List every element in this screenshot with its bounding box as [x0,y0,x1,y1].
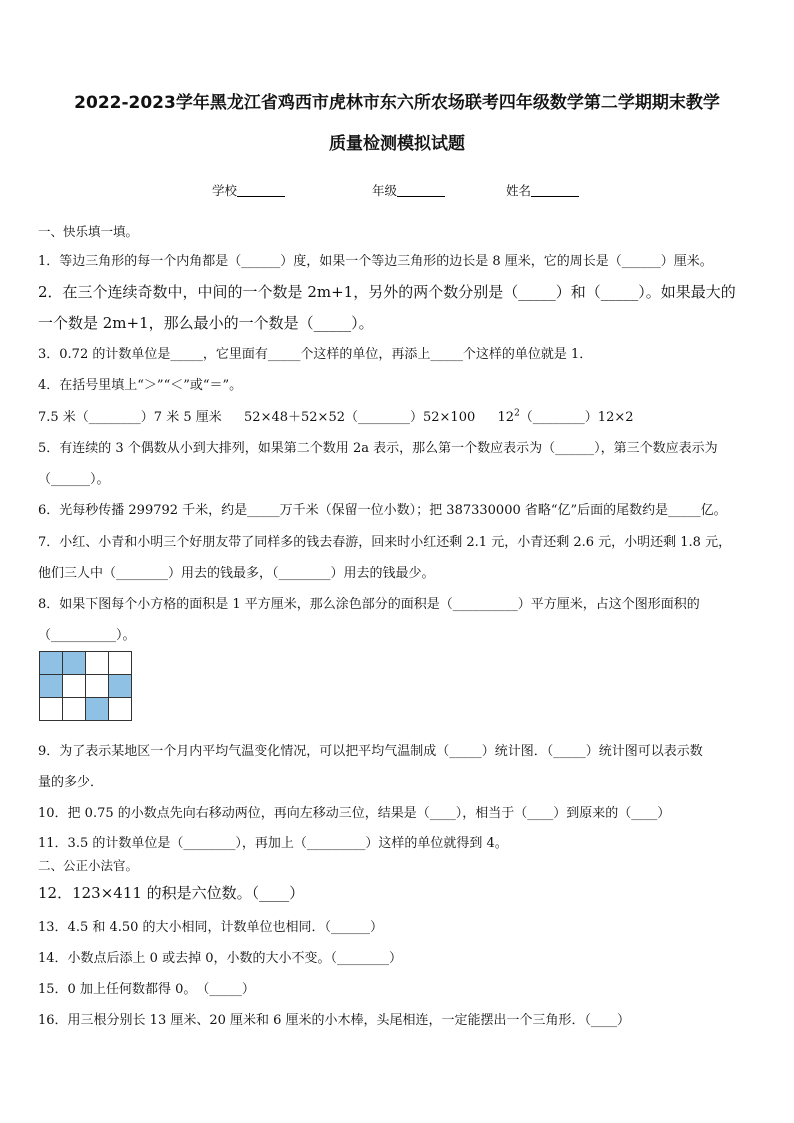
question-14: 14．小数点后添上 0 或去掉 0，小数的大小不变。（________） [38,951,402,966]
question-11: 11．3.5 的计数单位是（________），再加上（_________）这样的单位就得到 4。 [38,836,508,851]
grid-cell-empty [109,698,132,721]
question-3: 3．0.72 的计数单位是_____，它里面有_____个这样的单位，再添上_____个这样的单位就是 1． [38,347,593,362]
grid-row [40,698,132,721]
school-blank [237,184,285,197]
question-5-line2: （______）。 [38,472,110,487]
grid-cell-empty [86,652,109,675]
page-title-line2: 质量检测模拟试题 [329,134,465,154]
question-16: 16．用三根分别长 13 厘米、20 厘米和 6 厘米的小木棒，头尾相连，一定能摆出一个三角形．（____） [38,1013,631,1028]
question-12: 12．123×411 的积是六位数。（____） [38,884,305,902]
grid-cell-empty [63,698,86,721]
section2-heading: 二、公正小法官。 [38,858,139,873]
grid-cell-shaded [40,675,63,698]
question-7-line1: 7．小红、小青和小明三个好朋友带了同样多的钱去春游，回来时小红还剩 2.1 元，小青还剩 2.6 元，小明还剩 1.8 元， [38,535,732,550]
question-8-line2: （__________）。 [38,628,136,643]
q4-item-c [498,410,634,425]
page-title-line1: 2022-2023学年黑龙江省鸡西市虎林市东六所农场联考四年级数学第二学期期末教学 [74,93,720,113]
grade-blank [397,184,445,197]
grid-cell-empty [109,652,132,675]
grid-cell-shaded [63,652,86,675]
grid-cell-empty [63,675,86,698]
question-5-line1: 5．有连续的 3 个偶数从小到大排列，如果第二个数用 2a 表示，那么第一个数应表示为（______），第三个数应表示为 [38,441,718,456]
name-field [506,181,579,199]
grade-label: 年级 [372,183,398,198]
question-4-comparisons [38,406,634,425]
school-label: 学校 [212,183,238,198]
q4-item-b: 52×48＋52×52（________）52×100 [244,410,476,425]
question-2-line1: 2．在三个连续奇数中，中间的一个数是 2m+1，另外的两个数分别是（_____）和（_____）。如果最大的 [38,283,736,301]
question-8-line1: 8．如果下图每个小方格的面积是 1 平方厘米，那么涂色部分的面积是（__________）平方厘米，占这个图形面积的 [38,597,700,612]
grid-cell-shaded [86,698,109,721]
name-blank [531,184,579,197]
grid-cell-empty [40,698,63,721]
name-label: 姓名 [506,183,532,198]
question-2-line2: 一个数是 2m+1，那么最小的一个数是（_____）。 [38,314,374,332]
grid-cell-shaded [109,675,132,698]
question-4-line1: 4．在括号里填上“＞”“＜”或“＝”。 [38,378,243,393]
grade-field [372,181,445,199]
area-grid-figure [39,651,132,721]
question-13: 13．4.5 和 4.50 的大小相同，计数单位也相同．（______） [38,920,384,935]
q4-c-base: 12 [497,410,515,425]
question-7-line2: 他们三人中（________）用去的钱最多，（________）用去的钱最少。 [38,566,435,581]
grid-cell-shaded [40,652,63,675]
grid-row [40,675,132,698]
section1-heading: 一、快乐填一填。 [38,224,139,239]
school-field [212,181,285,199]
grid-row [40,652,132,675]
question-6: 6．光每秒传播 299792 千米，约是_____万千米（保留一位小数）；把 387330000 省略“亿”后面的尾数约是_____亿。 [38,503,727,518]
question-1: 1．等边三角形的每一个内角都是（______）度，如果一个等边三角形的边长是 8 厘米，它的周长是（______）厘米。 [38,254,713,269]
q4-c-rest: （________）12×2 [519,410,634,425]
question-9-line1: 9．为了表示某地区一个月内平均气温变化情况，可以把平均气温制成（_____）统计图．（_____）统计图可以表示数 [38,744,703,759]
q4-c-exponent: 2 [514,408,520,419]
grid-cell-empty [86,675,109,698]
question-15: 15．0 加上任何数都得 0。 （_____） [38,982,255,997]
question-10: 10．把 0.75 的小数点先向右移动两位，再向左移动三位，结果是（____），相当于（____）到原来的（____） [38,806,671,821]
q4-item-a: 7.5 米（________）7 米 5 厘米 [38,410,222,425]
question-9-line2: 量的多少． [38,775,104,790]
